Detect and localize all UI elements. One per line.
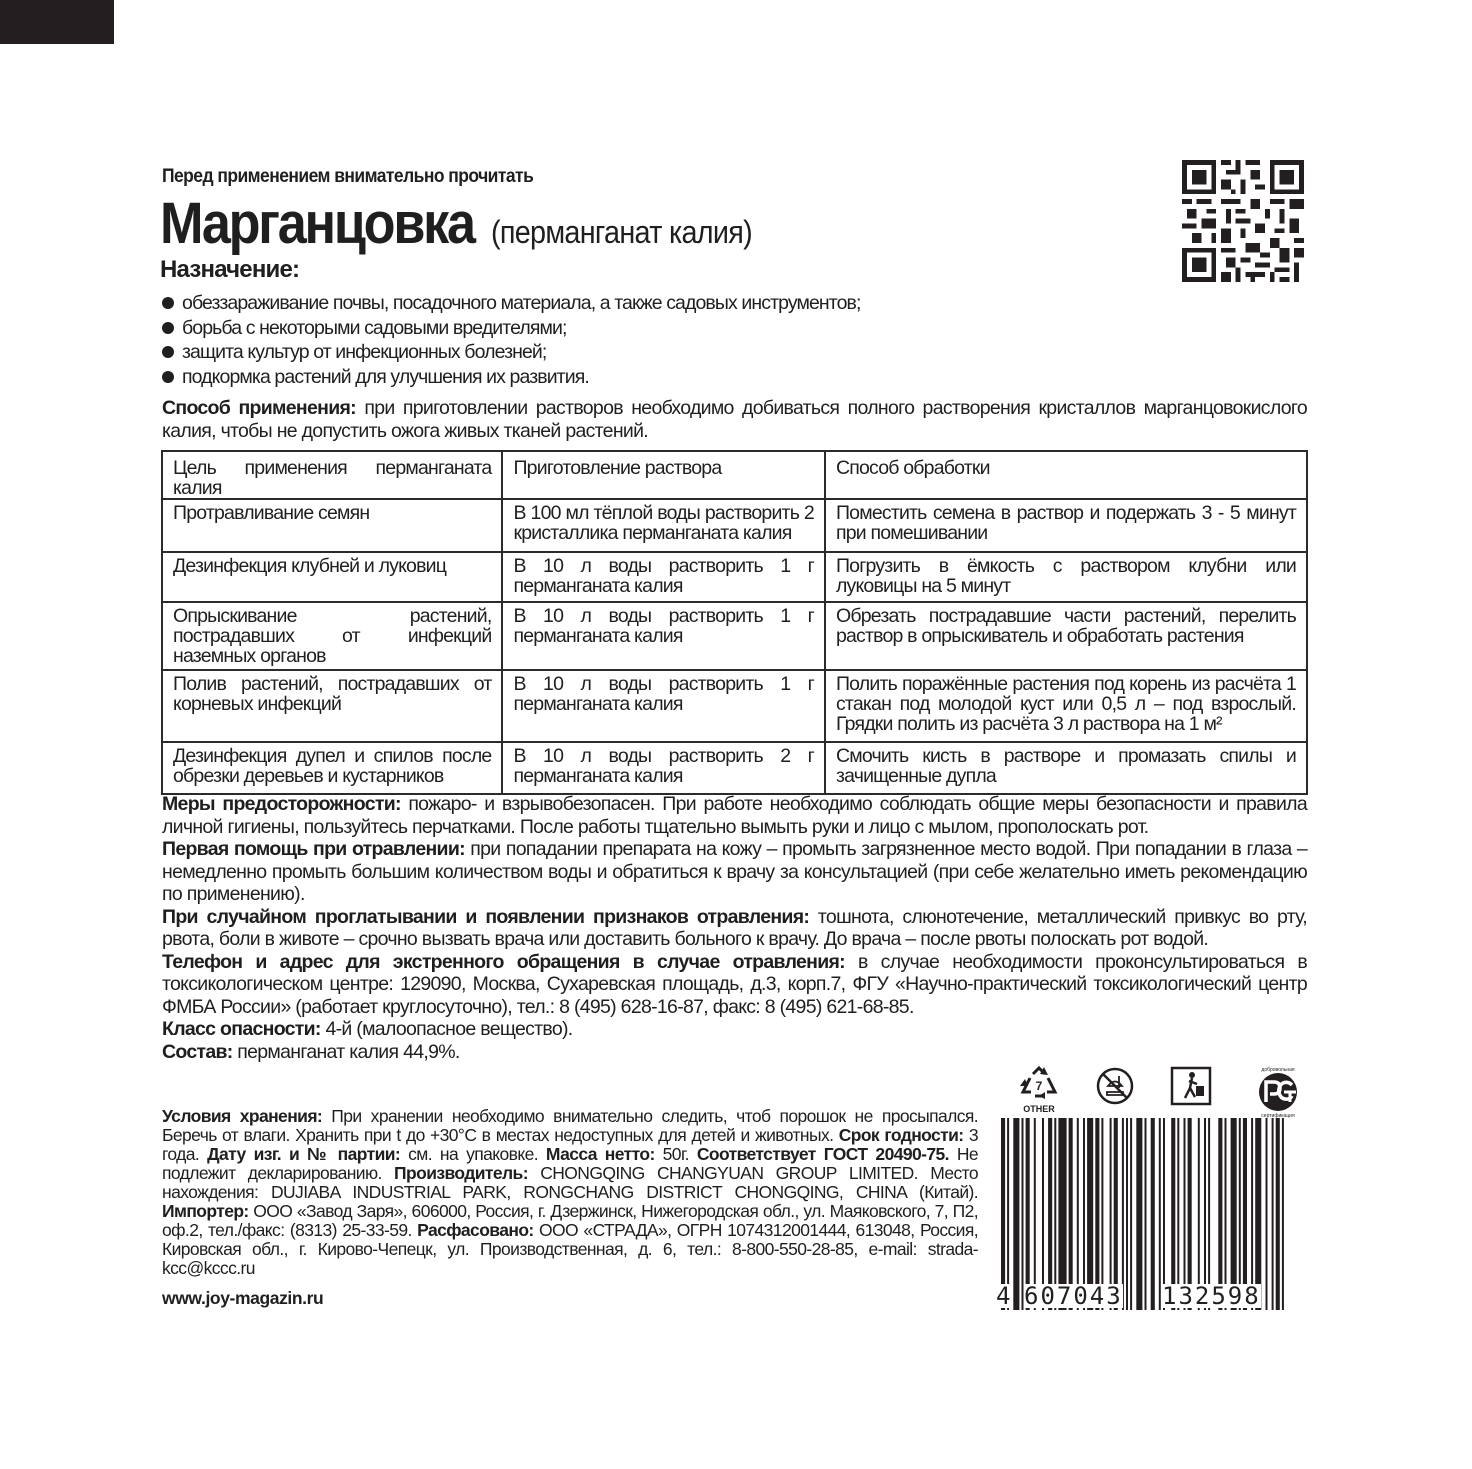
purpose-list <box>160 291 861 389</box>
table-header-cell: Цель применения перманганата калия <box>162 451 502 499</box>
title-main: Марганцовка <box>160 191 474 256</box>
barcode-digit-first: 4 <box>996 1282 1011 1310</box>
precautions-paragraph: Меры предосторожности: пожаро- и взрывобезопасен. При работе необходимо соблюдать общие меры безопасности и правила личной гигиены, пользуйтесь перчатками. После работы тщательно вымыть руки и лицо с мылом, прополоскать рот. <box>162 793 1307 838</box>
table-header-cell: Способ обработки <box>825 451 1307 499</box>
table-cell: Дезинфекция клубней и луковиц <box>162 552 502 602</box>
title-sub: (перманганат калия) <box>491 214 753 250</box>
table-row <box>162 742 1307 794</box>
table-cell: Погрузить в ёмкость с раствором клубни или луковицы на 5 минут <box>825 552 1307 602</box>
table-cell: В 100 мл тёплой воды растворить 2 кристаллика перманганата калия <box>502 499 824 552</box>
list-item: подкормка растений для улучшения их развития. <box>160 365 861 390</box>
table-cell: Протравливание семян <box>162 499 502 552</box>
safety-section <box>162 793 1307 1063</box>
barcode-bar <box>1276 1118 1280 1310</box>
usage-table <box>161 450 1308 795</box>
table-row <box>162 670 1307 742</box>
recycle-icon <box>1017 1066 1061 1104</box>
usage-paragraph: Способ применения: при приготовлении растворов необходимо добиваться полного растворения кристаллов марганцовокислого калия, чтобы не допустить ожога живых тканей растений. <box>162 397 1308 442</box>
barcode-bar <box>1282 1118 1284 1310</box>
website-link[interactable]: www.joy-magazin.ru <box>162 1288 324 1308</box>
svg-text:сертификация: сертификация <box>1261 1113 1295 1118</box>
table-cell: Опрыскивание растений, пострадавших от инфекций наземных органов <box>162 602 502 670</box>
recycle-label: OTHER <box>1023 1104 1055 1114</box>
hazard-class: Класс опасности: 4-й (малоопасное вещество). <box>162 1018 573 1040</box>
table-cell: Обрезать пострадавшие части растений, перелить раствор в опрыскиватель и обработать растения <box>825 602 1307 670</box>
barcode-bar <box>1130 1118 1132 1310</box>
barcode-bar <box>1145 1118 1147 1310</box>
table-row <box>162 499 1307 552</box>
table-row <box>162 602 1307 670</box>
barcode-bar <box>1266 1118 1268 1310</box>
barcode-bar <box>1159 1118 1161 1310</box>
no-food-icon <box>1095 1066 1135 1106</box>
bullet-icon <box>162 297 174 309</box>
table-header-row <box>162 451 1307 499</box>
svg-text:добровольная: добровольная <box>1261 1067 1295 1073</box>
corner-block <box>0 0 114 44</box>
ingestion-paragraph: При случайном проглатывании и появлении признаков отравления: тошнота, слюнотечение, металлический привкус во рту, рвота, боли в животе – срочно вызвать врача или доставить больного к врачу. До врача – после рвоты полоскать рот водой. <box>162 905 1307 950</box>
list-item: обеззараживание почвы, посадочного материала, а также садовых инструментов; <box>160 291 861 316</box>
barcode-digits-left: 607043 <box>1024 1282 1123 1310</box>
bullet-icon <box>162 322 174 334</box>
list-item: борьба с некоторыми садовыми вредителями; <box>160 316 861 341</box>
table-cell: В 10 л воды растворить 1 г перманганата калия <box>502 552 824 602</box>
svg-text:7: 7 <box>1035 1079 1043 1093</box>
table-cell: В 10 л воды растворить 2 г перманганата калия <box>502 742 824 794</box>
emergency-paragraph: Телефон и адрес для экстренного обращения в случае отравления: в случае необходимости проконсультироваться в токсикологическом центре: 129090, Москва, Сухаревская площадь, д.3, корп.7, ФГУ «Научно-практический токсикологический центр ФМБА России» (работает круглосуточно), тел.: 8 (495) 628-16-87, факс: 8 (495) 621-68-85. <box>162 950 1307 1018</box>
pretitle: Перед применением внимательно прочитать <box>162 166 534 187</box>
first-aid-paragraph: Первая помощь при отравлении: при попадании препарата на кожу – промыть загрязненное место водой. При попадании в глаза – немедленно промыть большим количеством воды и обратиться к врачу за консультацией (при себе желательно иметь рекомендацию по применению). <box>162 838 1307 905</box>
bullet-icon <box>162 371 174 383</box>
composition: Состав: перманганат калия 44,9%. <box>162 1040 460 1063</box>
qr-code-icon <box>1182 160 1304 282</box>
list-item: защита культур от инфекционных болезней; <box>160 340 861 365</box>
table-row <box>162 552 1307 602</box>
table-cell: Смочить кисть в растворе и промазать спилы и зачищенные дупла <box>825 742 1307 794</box>
table-cell: Полив растений, пострадавших от корневых инфекций <box>162 670 502 742</box>
table-cell: В 10 л воды растворить 1 г перманганата калия <box>502 602 824 670</box>
purpose-heading: Назначение: <box>160 256 300 283</box>
table-cell: В 10 л воды растворить 1 г перманганата калия <box>502 670 824 742</box>
certification-icon <box>1252 1066 1304 1118</box>
barcode-bar <box>1126 1118 1128 1310</box>
barcode-bar <box>1272 1118 1274 1310</box>
barcode-bar <box>1151 1118 1155 1310</box>
product-title <box>160 190 781 257</box>
barcode-bar <box>1013 1118 1019 1310</box>
trash-bin-icon <box>1170 1066 1212 1106</box>
barcode-bar <box>1136 1118 1142 1310</box>
table-header-cell: Приготовление раствора <box>502 451 824 499</box>
storage-paragraph: Условия хранения: При хранении необходимо внимательно следить, чтоб порошок не просыпался. Беречь от влаги. Хранить при t до +30°С в местах недоступных для детей и животных. Срок годности: 3 года. Дату изг. и № партии: см. на упаковке. Масса нетто: 50г. Соответствует ГОСТ 20490-75. Не подлежит декларированию. Производитель: CHONGQING CHANGYUAN GROUP LIMITED. Место нахождения: DUJIABA INDUSTRIAL PARK, RONGCHANG DISTRICT CHONGQING, CHINA (Китай). Импортер: ООО «Завод Заря», 606000, Россия, г. Дзержинск, Нижегородская обл., ул. Маяковского, 7, П2, оф.2, тел./факс: (8313) 25-33-59. Расфасовано: ООО «СТРАДА», ОГРН 1074312001444, 613048, Россия, Кировская обл., г. Кирово-Чепецк, ул. Производственная, д. 6, тел.: 8-800-550-28-85, e-mail: strada-kcc@kccc.ru <box>162 1106 979 1278</box>
table-cell: Полить поражённые растения под корень из расчёта 1 стакан под молодой куст или 0,5 л – под взрослый. Грядки полить из расчёта 3 л раствора на 1 м² <box>825 670 1307 742</box>
table-cell: Поместить семена в раствор и подержать 3 - 5 минут при помешивании <box>825 499 1307 552</box>
bullet-icon <box>162 346 174 358</box>
table-cell: Дезинфекция дупел и спилов после обрезки деревьев и кустарников <box>162 742 502 794</box>
barcode-digits-right: 132598 <box>1162 1282 1261 1310</box>
